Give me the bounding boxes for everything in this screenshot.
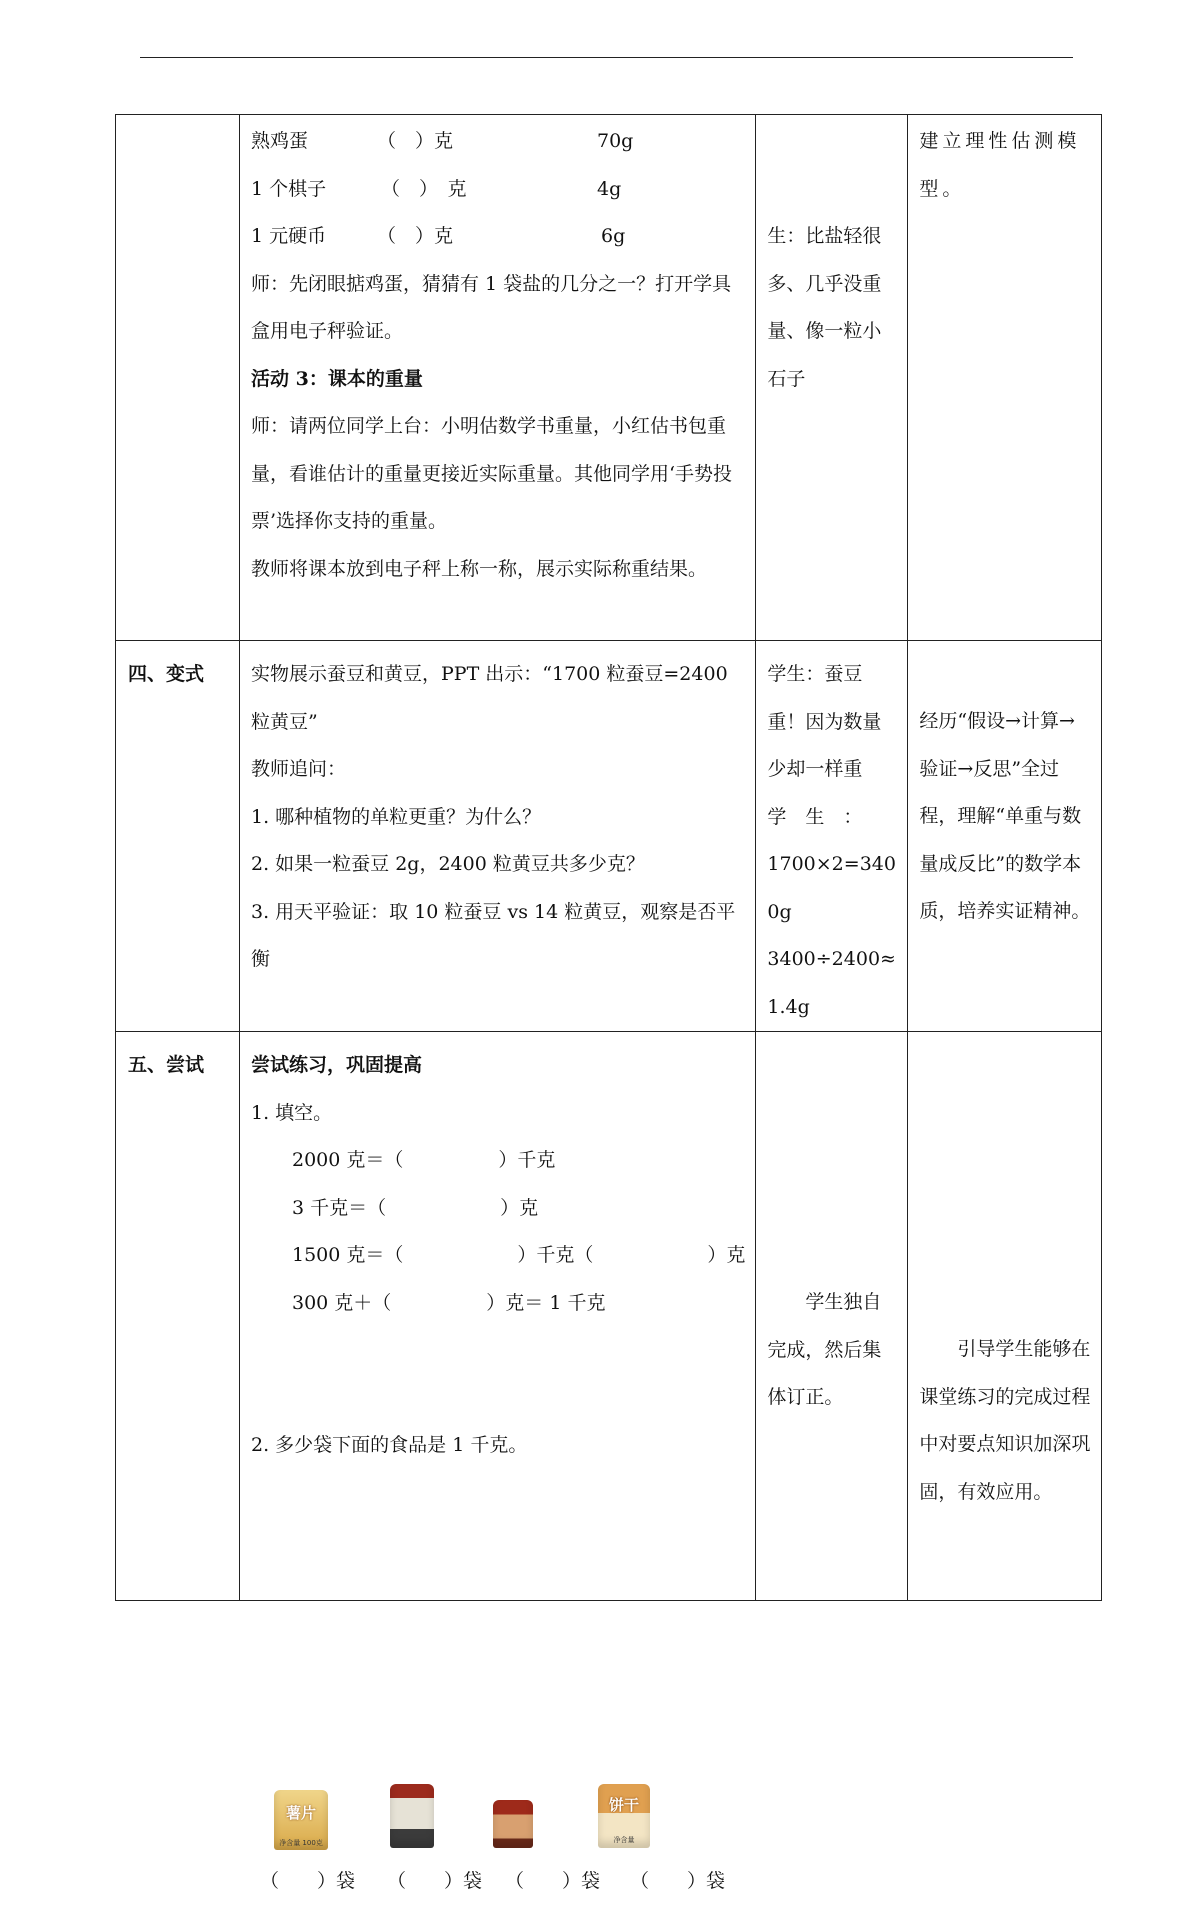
weight-item: 1 元硬币 — [251, 225, 327, 247]
weight-item: 熟鸡蛋 — [251, 130, 309, 152]
stage-cell — [116, 1032, 240, 1601]
teacher-activity-cell — [240, 641, 756, 1032]
weight-value: 70g — [597, 130, 634, 152]
header-rule — [140, 57, 1073, 58]
food-image-package-2 — [390, 1784, 436, 1850]
student-calc-1: 1700×2=3400g — [767, 853, 896, 923]
student-response-1: 学生：蚕豆重！因为数量少却一样重 — [767, 663, 882, 780]
teacher-instruction-1: 师：先闭眼掂鸡蛋，猜猜有 1 袋盐的几分之一？打开学具盒用电子秤验证。 — [251, 272, 732, 342]
question-1: 1. 哪种植物的单粒更重？为什么？ — [251, 805, 542, 828]
food-image-package-3 — [493, 1800, 535, 1850]
weight-blank: （ ）克 — [377, 130, 454, 152]
food-image-chips — [274, 1790, 332, 1852]
bag-answer: （ ）袋 — [505, 1870, 601, 1892]
food-sublabel: 净含量 — [613, 1836, 635, 1844]
lesson-plan-table — [115, 114, 1102, 1892]
teacher-instruction-3: 教师将课本放到电子秤上称一称，展示实际称重结果。 — [251, 557, 708, 580]
design-intent: 建立理性估测模型。 — [919, 130, 1081, 200]
weight-value: 4g — [597, 177, 622, 200]
stage-label: 四、变式 — [128, 663, 205, 685]
teacher-activity-cell — [240, 1032, 756, 1892]
bag-answer-row — [260, 1858, 725, 1906]
stage-cell-empty — [116, 115, 240, 641]
weight-value: 6g — [601, 225, 626, 247]
student-response-2-label: 学 生 ： — [767, 805, 863, 828]
design-intent-cell — [908, 115, 1102, 641]
food-label: 饼干 — [608, 1796, 639, 1814]
teacher-ask: 教师追问： — [251, 758, 347, 780]
fill-blank-item: 2000 克＝（ ）千克 — [292, 1149, 556, 1171]
student-activity-cell — [756, 115, 908, 641]
fill-blank-item: 3 千克＝（ ）克 — [292, 1196, 539, 1219]
bag-answer: （ ）袋 — [260, 1870, 356, 1892]
weight-blank: （ ） 克 — [381, 177, 467, 200]
weight-blank: （ ）克 — [377, 225, 454, 247]
weight-row-chess — [251, 166, 745, 214]
practice-title: 尝试练习，巩固提高 — [251, 1054, 423, 1076]
design-intent-cell — [908, 641, 1102, 1032]
table-row-practice — [116, 1032, 1102, 1601]
food-label: 薯片 — [285, 1804, 316, 1822]
activity-3-heading: 活动 3：课本的重量 — [251, 367, 423, 390]
student-response: 学生独自完成，然后集体订正。 — [767, 1291, 882, 1408]
teacher-activity-cell — [240, 115, 756, 641]
weight-item: 1 个棋子 — [251, 177, 327, 200]
table-row-variation — [116, 641, 1102, 1032]
fill-blank-question: 1. 填空。 — [251, 1101, 333, 1124]
fill-blank-item: 1500 克＝（ ）千克（ ）克 — [292, 1244, 746, 1266]
fill-blank-item: 300 克＋（ ）克＝ 1 千克 — [292, 1291, 606, 1314]
stage-cell — [116, 641, 240, 1032]
teacher-instruction-2: 师：请两位同学上台：小明估数学书重量，小红估书包重量，看谁估计的重量更接近实际重量。其他同学用‘手势投票’选择你支持的重量。 — [251, 415, 733, 532]
student-activity-cell — [756, 1032, 908, 1601]
design-intent: 经历“假设→计算→验证→反思”全过程，理解“单重与数量成反比”的数学本质，培养实证精神。 — [919, 710, 1091, 922]
weight-row-egg — [251, 118, 745, 166]
bag-answer: （ ）袋 — [630, 1870, 726, 1892]
student-activity-cell — [756, 641, 908, 1032]
variation-intro: 实物展示蚕豆和黄豆，PPT 出示：“1700 粒蚕豆=2400 粒黄豆” — [251, 663, 728, 733]
design-intent-cell — [908, 1032, 1102, 1601]
food-sublabel: 净含量 100克 — [279, 1839, 323, 1847]
student-calc-2: 3400÷2400≈1.4g — [767, 948, 896, 1018]
question-3: 3. 用天平验证：取 10 粒蚕豆 vs 14 粒黄豆，观察是否平衡 — [251, 900, 736, 970]
question-2: 2. 如果一粒蚕豆 2g，2400 粒黄豆共多少克？ — [251, 853, 645, 875]
weight-row-coin — [251, 213, 745, 261]
table-row-continuation — [116, 115, 1102, 641]
design-intent: 引导学生能够在课堂练习的完成过程中对要点知识加深巩固，有效应用。 — [919, 1338, 1091, 1503]
food-image-biscuits — [598, 1784, 652, 1850]
student-response: 生：比盐轻很多、几乎没重量、像一粒小石子 — [767, 225, 882, 390]
food-question: 2. 多少袋下面的食品是 1 千克。 — [251, 1434, 528, 1456]
bag-answer: （ ）袋 — [387, 1870, 483, 1892]
stage-label: 五、尝试 — [128, 1054, 205, 1076]
